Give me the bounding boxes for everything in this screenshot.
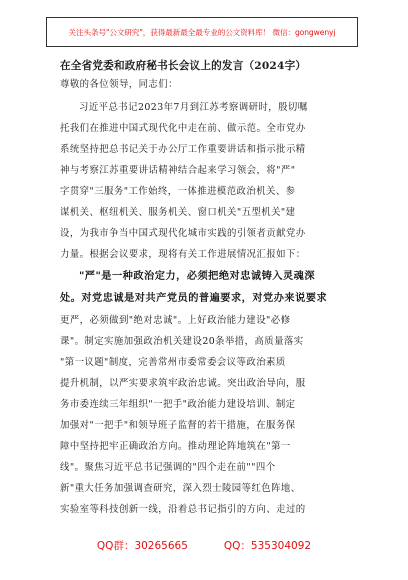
document-title: 在全省党委和政府秘书长会议上的发言（2024字）	[60, 60, 307, 72]
paragraph-line: 系统坚持把总书记关于办公厅工作重要讲话和指示批示精	[60, 144, 306, 155]
footer-contact	[0, 538, 408, 553]
paragraph-line: 托我们在推进中国式现代化中走在前、做示范。全市党办	[60, 123, 306, 134]
salutation: 尊敬的各位领导，同志们：	[60, 79, 178, 90]
qq-group: QQ群：30265665	[96, 540, 188, 552]
paragraph-line: 务市委连续三年组织"一把手"政治能力建设培训、制定	[60, 399, 296, 410]
paragraph-line: 加强对"一把手"和领导班子监督的若干措施，在服务保	[60, 420, 296, 431]
paragraph-line: 新"重大任务加强调查研究，深入烈士陵园等红色阵地、	[60, 483, 301, 494]
paragraph-line: 更严，必须做到"绝对忠诚"。上好政治能力建设"必修	[60, 315, 291, 326]
paragraph-line: 障中坚持把牢正确政治方向。推动理论阵地筑在"第一	[60, 441, 291, 452]
paragraph-line: 课"。制定实施加强政治机关建设20条举措，高质量落实	[60, 336, 304, 347]
header-banner	[46, 17, 358, 47]
section-heading-cont: 处。对党忠诚是对共产党员的普遍要求，对党办来说要求	[60, 292, 328, 304]
paragraph-line: 设，为我市争当中国式现代化城市实践的引领者贡献党办	[60, 228, 306, 239]
qq-number: QQ：535304092	[223, 540, 312, 552]
paragraph-line: "第一议题"制度，完善常州市委常委会议等政治素质	[60, 357, 286, 368]
paragraph-line: 力量。根据会议要求，现将有关工作进展情况汇报如下：	[60, 249, 306, 260]
paragraph-line: 字贯穿"三服务"工作始终，一体推进模范政治机关、参	[60, 186, 296, 197]
paragraph-line: 谋机关、枢纽机关、服务机关、窗口机关"五型机关"建	[60, 207, 296, 218]
paragraph-line: 提升机制，以严实要求筑牢政治忠诚。突出政治导向，服	[60, 378, 306, 389]
paragraph-line: 线"。聚焦习近平总书记强调的"四个走在前""四个	[60, 462, 276, 473]
paragraph-line: 神与考察江苏重要讲话精神结合起来学习领会，将"严"	[60, 165, 296, 176]
header-text: 关注头条号"公文研究"，获得最新最全最专业的公文资料库！ 微信：gongwenyj	[68, 27, 336, 37]
paragraph-line: 习近平总书记2023年7月到江苏考察调研时，殷切嘱	[79, 102, 308, 113]
section-heading: "严"是一种政治定力，必须把绝对忠诚铸入灵魂深	[79, 270, 316, 282]
paragraph-line: 实验室等科技创新一线，沿着总书记指引的方向、走过的	[60, 504, 306, 515]
